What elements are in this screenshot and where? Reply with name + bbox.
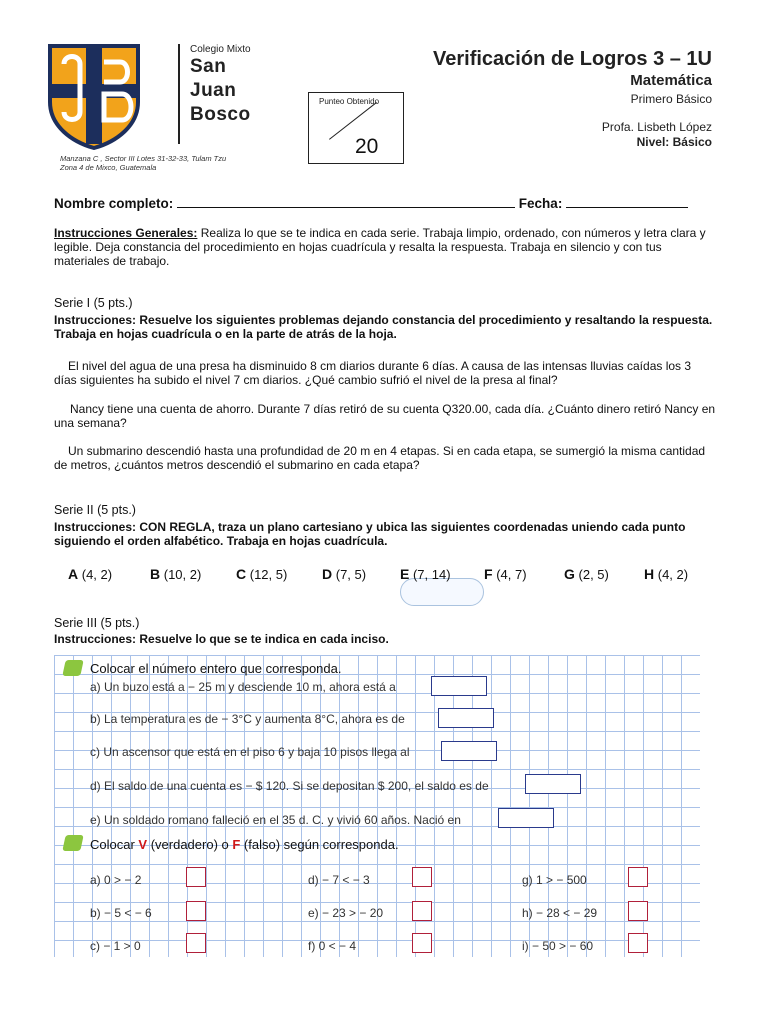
fill-item: b) La temperatura es de − 3°C y aumenta 8°C, ahora es de xyxy=(90,712,405,726)
tf-item: b) − 5 < − 6 xyxy=(90,906,152,920)
address-line: Manzana C , Sector III Lotes 31-32-33, Tulam Tzu xyxy=(60,154,227,163)
tf-item: h) − 28 < − 29 xyxy=(522,906,598,920)
point-letter: G xyxy=(564,566,575,582)
point-value: (4, 7) xyxy=(496,567,527,582)
school-logo xyxy=(46,42,142,150)
tf-box[interactable] xyxy=(186,867,206,887)
answer-box[interactable] xyxy=(525,774,581,794)
point-value: (4, 2) xyxy=(657,567,689,582)
serie2-title: Serie II (5 pts.) xyxy=(54,503,136,517)
tf-item: i) − 50 > − 60 xyxy=(522,939,594,953)
serie1-problem: Nancy tiene una cuenta de ahorro. Durante 7 días retiró de su cuenta Q320.00, cada día. ¿Cuánto dinero retiró Nancy en una semana? xyxy=(54,402,716,430)
school-name-line: San xyxy=(190,56,227,77)
student-info-line xyxy=(54,195,688,211)
grade: Primero Básico xyxy=(630,92,712,106)
score-label: Punteo Obtenido xyxy=(319,97,380,106)
tf-item: d) − 7 < − 3 xyxy=(308,873,370,887)
serie1-problem: Un submarino descendió hasta una profundidad de 20 m en 4 etapas. Si en cada etapa, se sumergió la misma cantidad de metros, ¿cuántos metros descendió el submarino en cada etapa? xyxy=(54,444,706,472)
page-title: Verificación de Logros 3 – 1U xyxy=(433,48,712,70)
serie3-instructions: Instrucciones: Resuelve lo que se te indica en cada inciso. xyxy=(54,632,389,646)
point-letter: H xyxy=(644,566,655,582)
fill-item: d) El saldo de una cuenta es − $ 120. Si se depositan $ 200, el saldo es de xyxy=(90,779,489,793)
point-letter: F xyxy=(484,566,493,582)
coordinate-point xyxy=(564,566,609,582)
point-letter: C xyxy=(236,566,247,582)
point-value: (4, 2) xyxy=(81,567,113,582)
school-name-line: Juan xyxy=(190,80,237,101)
tf-box[interactable] xyxy=(186,901,206,921)
serie1-instructions: Instrucciones: Resuelve los siguientes problemas dejando constancia del procedimiento y resaltando la respuesta. Trabaja en hojas cuadrícula o en la parte de atrás de la hoja. xyxy=(54,313,713,341)
serie2-instructions: Instrucciones: CON REGLA, traza un plano cartesiano y ubica las siguientes coordenadas uniendo cada punto siguiendo el orden alfabético. Trabaja en hojas cuadrícula. xyxy=(54,520,686,548)
school-address xyxy=(60,154,290,172)
tf-box[interactable] xyxy=(628,933,648,953)
point-value: (7, 5) xyxy=(335,567,367,582)
point-letter: B xyxy=(150,566,161,582)
tf-box[interactable] xyxy=(412,901,432,921)
point-value: (2, 5) xyxy=(578,567,609,582)
part2-title xyxy=(90,837,399,852)
score-total: 20 xyxy=(355,135,379,158)
tf-item: c) − 1 > 0 xyxy=(90,939,141,953)
general-instructions xyxy=(54,226,716,268)
tf-item: e) − 23 > − 20 xyxy=(308,906,384,920)
cloud-doodle xyxy=(400,578,484,606)
school-name-block xyxy=(178,44,290,144)
tf-box[interactable] xyxy=(628,867,648,887)
tf-box[interactable] xyxy=(186,933,206,953)
false-letter: F xyxy=(232,837,241,852)
point-value: (7, 14) xyxy=(412,567,451,582)
general-text: Realiza lo que se te indica en cada serie. Trabaja limpio, ordenado, con números y letra clara y legible. Deja constancia del procedimiento en hojas cuadrícula y resalta la respuesta. Trabaja en silencio y con tus materiales de trabajo. xyxy=(54,226,706,268)
coordinate-point xyxy=(400,566,451,582)
coordinate-point xyxy=(484,566,527,582)
answer-box[interactable] xyxy=(438,708,494,728)
part2-title-text: Colocar xyxy=(90,837,139,852)
tf-item: f) 0 < − 4 xyxy=(308,939,357,953)
serie3-title: Serie III (5 pts.) xyxy=(54,616,140,630)
coordinate-point xyxy=(644,566,688,582)
date-label: Fecha: xyxy=(518,196,563,211)
fill-item: a) Un buzo está a − 25 m y desciende 10 m, ahora está a xyxy=(90,680,396,694)
subject: Matemática xyxy=(630,72,712,89)
point-letter: A xyxy=(68,566,79,582)
answer-box[interactable] xyxy=(431,676,487,696)
school-name-line: Bosco xyxy=(190,104,251,125)
teacher: Profa. Lisbeth López xyxy=(601,120,712,134)
tf-box[interactable] xyxy=(628,901,648,921)
tf-item: a) 0 > − 2 xyxy=(90,873,142,887)
tf-item: g) 1 > − 500 xyxy=(522,873,587,887)
tf-box[interactable] xyxy=(412,933,432,953)
point-value: (10, 2) xyxy=(163,567,202,582)
fill-item: e) Un soldado romano falleció en el 35 d. C. y vivió 60 años. Nació en xyxy=(90,813,461,827)
general-label: Instrucciones Generales: xyxy=(54,226,198,240)
fill-item: c) Un ascensor que está en el piso 6 y baja 10 pisos llega al xyxy=(90,745,410,759)
part2-title-text: (verdadero) o xyxy=(147,837,233,852)
part1-title: Colocar el número entero que corresponda. xyxy=(90,661,342,676)
name-label: Nombre completo: xyxy=(54,196,174,211)
serie1-problem: El nivel del agua de una presa ha disminuido 8 cm diarios durante 6 días. A causa de las intensas lluvias caídas los 3 días siguientes ha subido el nivel 7 cm diarios. ¿Qué cambio sufrió el nivel de la presa al final? xyxy=(54,359,692,387)
true-letter: V xyxy=(138,837,148,852)
exercise-tag-icon xyxy=(62,835,83,851)
date-blank[interactable] xyxy=(566,195,688,208)
coordinate-point xyxy=(322,566,366,582)
coordinate-point xyxy=(236,566,287,582)
point-letter: E xyxy=(400,566,410,582)
exercise-tag-icon xyxy=(62,660,83,676)
level-value: Básico xyxy=(672,135,712,149)
grid-paper-exercise xyxy=(54,655,700,957)
level xyxy=(637,135,712,149)
name-blank[interactable] xyxy=(177,195,515,208)
point-value: (12, 5) xyxy=(249,567,288,582)
answer-box[interactable] xyxy=(498,808,554,828)
point-letter: D xyxy=(322,566,333,582)
answer-box[interactable] xyxy=(441,741,497,761)
school-type: Colegio Mixto xyxy=(190,44,251,55)
tf-box[interactable] xyxy=(412,867,432,887)
level-label: Nivel: xyxy=(636,135,670,149)
coordinate-point xyxy=(150,566,201,582)
address-line: Zona 4 de Mixco, Guatemala xyxy=(60,163,157,172)
score-box xyxy=(308,92,404,164)
serie1-title: Serie I (5 pts.) xyxy=(54,296,133,310)
part2-title-text: (falso) según corresponda. xyxy=(240,837,399,852)
coordinate-point xyxy=(68,566,112,582)
